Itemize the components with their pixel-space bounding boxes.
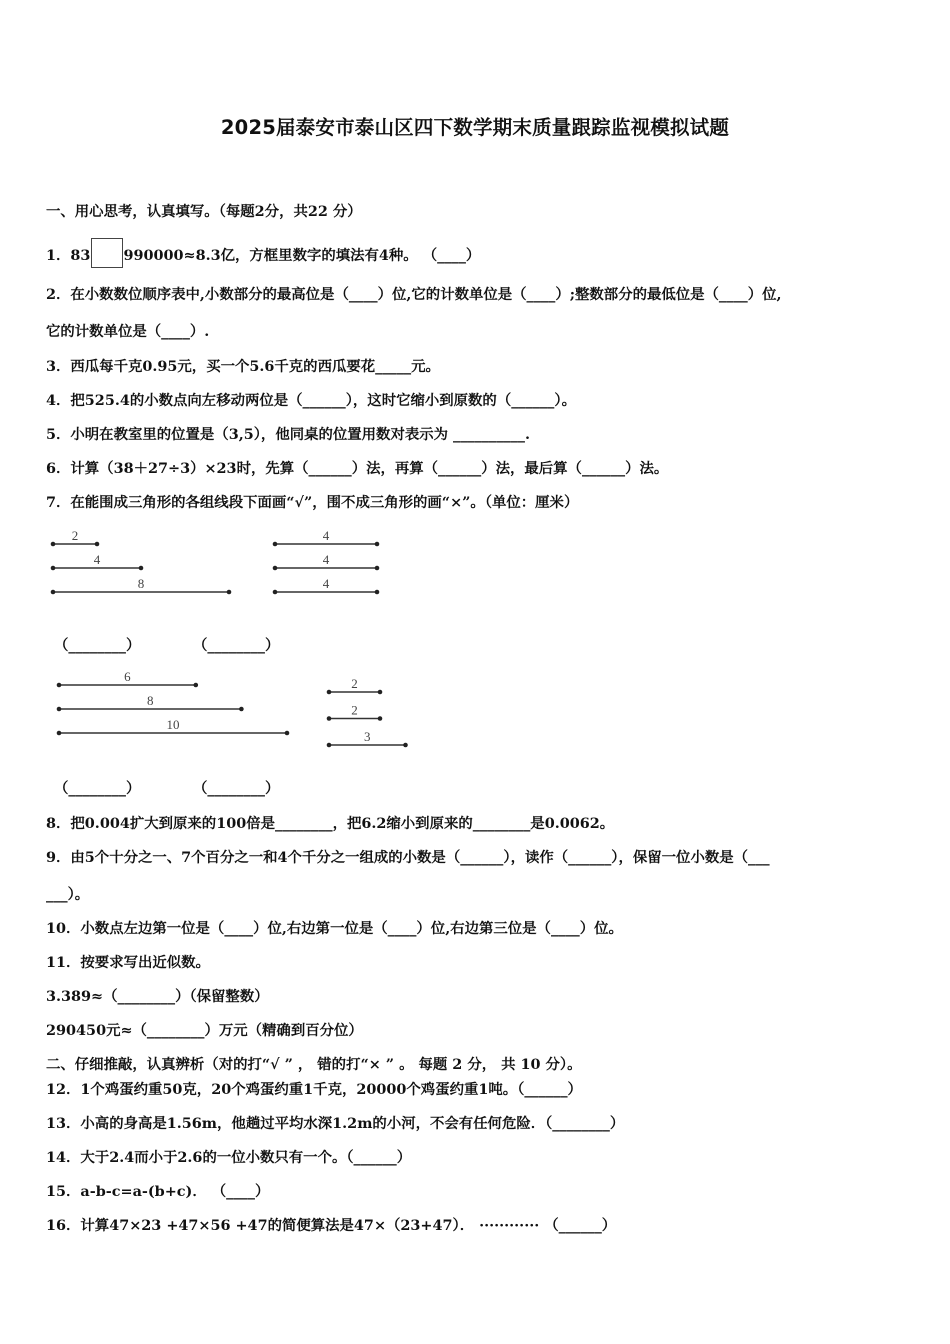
segment-endpoint (51, 566, 56, 571)
question-11: 11．按要求写出近似数。 (46, 954, 210, 971)
segment-endpoint (403, 743, 408, 748)
section-heading-2: 二、仔细推敲，认真辨析（对的打“√ ” ， 错的打“× ” 。 每题 2 分， 共 10 分）。 (46, 1056, 582, 1073)
segment-endpoint (375, 566, 380, 571)
question-15: 15．a-b-c=a-(b+c)． （____） (46, 1183, 270, 1200)
question-9-line-1: 9．由5个十分之一、7个百分之一和4个千分之一组成的小数是（______），读作（______），保留一位小数是（___ (46, 849, 770, 866)
segment-endpoint (327, 743, 332, 748)
question-5: 5．小明在教室里的位置是（3,5），他同桌的位置用数对表示为 __________. (46, 426, 530, 443)
segment-endpoint (378, 716, 383, 721)
segment-endpoint (375, 590, 380, 595)
q7-answer-1[interactable]: （________） (54, 637, 141, 654)
question-2-line-2: 它的计数单位是（____）. (46, 323, 210, 340)
section-heading-1: 一、用心思考，认真填写。（每题2分，共22 分） (46, 203, 362, 220)
question-1-prefix: 1．83 (46, 247, 91, 264)
segment-length-label: 4 (93, 552, 101, 567)
segment-endpoint (239, 707, 244, 712)
segment-endpoint (139, 566, 144, 571)
question-1-suffix: 990000≈8.3亿，方框里数字的填法有4种。 （____） (123, 247, 481, 264)
segment-length-label: 2 (71, 528, 79, 543)
segment-length-label: 6 (124, 669, 131, 684)
question-2-line-1: 2．在小数数位顺序表中,小数部分的最高位是（____）位,它的计数单位是（____）;整数部分的最低位是（____）位, (46, 286, 782, 303)
segment-endpoint (57, 683, 62, 688)
segment-length-label: 4 (322, 576, 330, 591)
question-13: 13．小高的身高是1.56m，他趟过平均水深1.2m的小河，不会有任何危险．（________） (46, 1115, 625, 1132)
segment-endpoint (327, 716, 332, 721)
question-6: 6．计算（38＋27÷3）×23时，先算（______）法，再算（______）法，最后算（______）法。 (46, 460, 669, 477)
page-title: 2025届泰安市泰山区四下数学期末质量跟踪监视模拟试题 (220, 116, 730, 139)
question-11-a: 3.389≈（________）（保留整数） (46, 988, 269, 1005)
segment-endpoint (273, 542, 278, 547)
q7-answer-2[interactable]: （________） (193, 637, 280, 654)
segment-length-label: 2 (351, 702, 358, 718)
segment-endpoint (95, 542, 100, 547)
question-7: 7．在能围成三角形的各组线段下面画“√”，围不成三角形的画“×”。（单位：厘米） (46, 494, 579, 511)
question-4: 4．把525.4的小数点向左移动两位是（______），这时它缩小到原数的（______）。 (46, 392, 576, 409)
segment-length-label: 4 (322, 552, 330, 567)
segment-endpoint (375, 542, 380, 547)
segment-endpoint (273, 566, 278, 571)
segment-length-label: 2 (351, 676, 358, 691)
segment-endpoint (57, 707, 62, 712)
question-10: 10．小数点左边第一位是（____）位,右边第一位是（____）位,右边第三位是（____）位。 (46, 920, 623, 937)
segment-length-label: 8 (137, 576, 145, 591)
question-16: 16．计算47×23 +47×56 +47的简便算法是47×（23+47）． ············ （______） (46, 1217, 617, 1234)
segment-endpoint (285, 731, 290, 736)
segment-endpoint (51, 542, 56, 547)
segment-endpoint (273, 590, 278, 595)
segment-length-label: 4 (322, 528, 330, 543)
segment-endpoint (51, 590, 56, 595)
q7-answer-4[interactable]: （________） (193, 780, 280, 797)
question-3: 3．西瓜每千克0.95元，买一个5.6千克的西瓜要花_____元。 (46, 358, 440, 375)
q7-answer-3[interactable]: （________） (54, 780, 141, 797)
segment-length-label: 3 (364, 729, 371, 744)
question-11-b: 290450元≈（________）万元（精确到百分位） (46, 1022, 363, 1039)
question-8: 8．把0.004扩大到原来的100倍是________，把6.2缩小到原来的________是0.0062。 (46, 815, 615, 832)
segment-endpoint (57, 731, 62, 736)
question-12: 12．1个鸡蛋约重50克，20个鸡蛋约重1千克，20000个鸡蛋约重1吨。（______） (46, 1081, 582, 1098)
question-9-line-2: ___）。 (46, 886, 90, 903)
segment-length-label: 8 (146, 693, 154, 708)
segment-endpoint (194, 683, 199, 688)
segment-endpoint (227, 590, 232, 595)
segment-endpoint (378, 690, 383, 695)
segment-endpoint (327, 690, 332, 695)
segment-length-label: 10 (166, 717, 180, 732)
question-14: 14．大于2.4而小于2.6的一位小数只有一个。（______） (46, 1149, 412, 1166)
